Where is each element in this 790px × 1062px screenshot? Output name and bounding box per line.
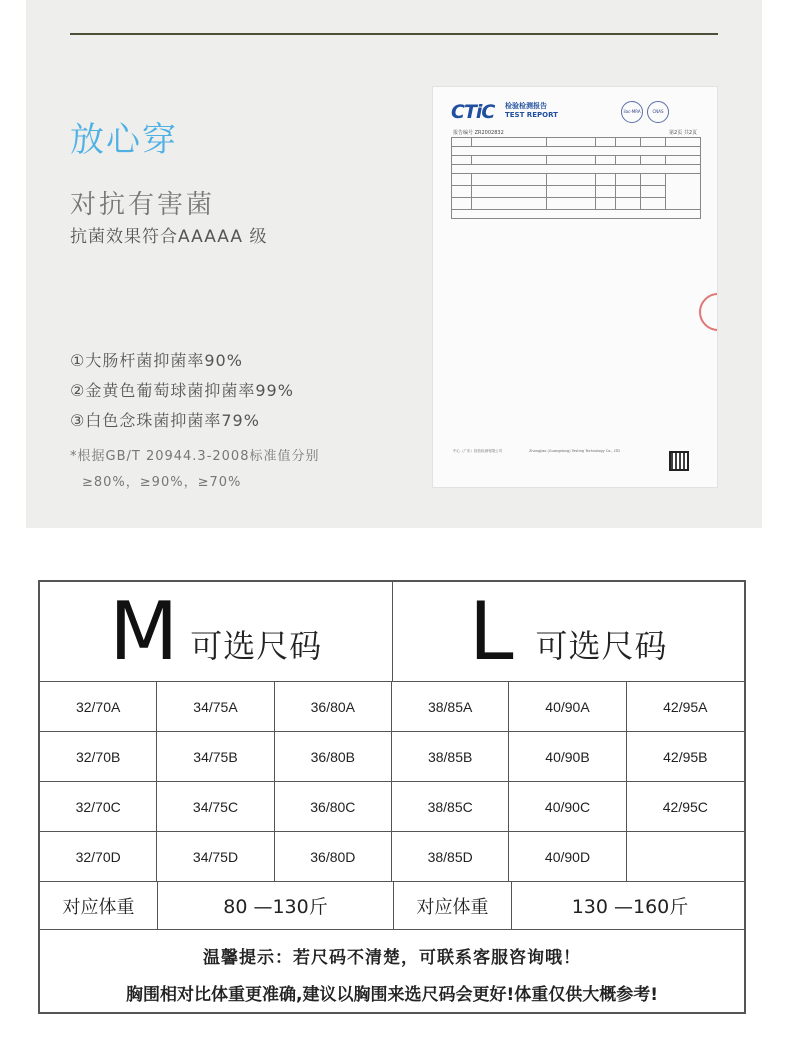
rate-staph: ②金黄色葡萄球菌抑菌率99% [70, 381, 294, 400]
divider-line [70, 33, 718, 35]
size-m-letter: M [109, 584, 179, 678]
report-table [451, 137, 701, 219]
size-m-header [40, 582, 392, 681]
report-title-en: TEST REPORT [505, 111, 558, 119]
report-number: 报告编号 ZR2002832 [453, 130, 504, 136]
size-cell: 40/90D [509, 832, 626, 882]
size-cell: 38/85B [392, 732, 509, 782]
weight-label-l: 对应体重 [394, 882, 512, 929]
size-cell: 40/90B [509, 732, 626, 782]
size-cell: 36/80D [275, 832, 392, 882]
size-cell: 40/90C [509, 782, 626, 832]
cnas-seal-icon: CNAS [647, 101, 669, 123]
test-report-image [432, 86, 718, 488]
size-cell: 34/75B [157, 732, 274, 782]
size-grid [40, 682, 744, 882]
size-cell: 34/75A [157, 682, 274, 732]
report-footer-left: 中心（广东）检验检测有限公司 [453, 449, 502, 453]
size-cell: 32/70B [40, 732, 157, 782]
size-cell: 34/75D [157, 832, 274, 882]
size-chart [38, 580, 746, 1014]
size-cell: 34/75C [157, 782, 274, 832]
tip-line-2: 胸围相对比体重更准确,建议以胸围来选尺码会更好!体重仅供大概参考! [126, 984, 658, 1005]
qr-code-icon [669, 451, 689, 471]
size-cell: 32/70A [40, 682, 157, 732]
size-cell: 42/95B [627, 732, 744, 782]
report-page: 第2页 共2页 [669, 130, 697, 136]
size-cell: 42/95A [627, 682, 744, 732]
weight-row [40, 882, 744, 930]
size-l-label: 可选尺码 [535, 626, 668, 665]
headline: 放心穿 [70, 120, 178, 160]
size-cell: 36/80A [275, 682, 392, 732]
size-cell: 40/90A [509, 682, 626, 732]
standard-note-line1: *根据GB/T 20944.3-2008标准值分别 [70, 449, 320, 464]
size-cell: 36/80C [275, 782, 392, 832]
size-cell: 38/85A [392, 682, 509, 732]
size-cell: 32/70D [40, 832, 157, 882]
rate-ecoli: ①大肠杆菌抑菌率90% [70, 351, 243, 370]
report-footer-right: Zhongjiao (Guangdong) Testing Technology Co., LTD [529, 449, 620, 453]
grade-text: 抗菌效果符合AAAAA 级 [70, 227, 268, 247]
size-l-header [392, 582, 745, 681]
ilac-seal-icon: ilac-MRA [621, 101, 643, 123]
size-cell-empty [627, 832, 744, 882]
subheadline: 对抗有害菌 [70, 190, 216, 220]
weight-label-m: 对应体重 [40, 882, 158, 929]
size-cell: 42/95C [627, 782, 744, 832]
rate-candida: ③白色念珠菌抑菌率79% [70, 411, 260, 430]
size-l-letter: L [468, 584, 514, 678]
report-title-cn: 检验检测报告 [505, 102, 547, 110]
size-cell: 32/70C [40, 782, 157, 832]
size-cell: 38/85D [392, 832, 509, 882]
red-stamp-icon [699, 293, 718, 331]
size-chart-header [40, 582, 744, 682]
size-cell: 38/85C [392, 782, 509, 832]
standard-note-line2: ≥80%，≥90%，≥70% [82, 475, 242, 490]
size-m-label: 可选尺码 [190, 626, 323, 665]
weight-value-m: 80 —130斤 [158, 882, 394, 929]
tip-line-1: 温馨提示：若尺码不清楚，可联系客服咨询哦！ [203, 948, 581, 968]
size-cell: 36/80B [275, 732, 392, 782]
ctic-logo: CTiC [451, 101, 495, 123]
weight-value-l: 130 —160斤 [571, 896, 689, 918]
